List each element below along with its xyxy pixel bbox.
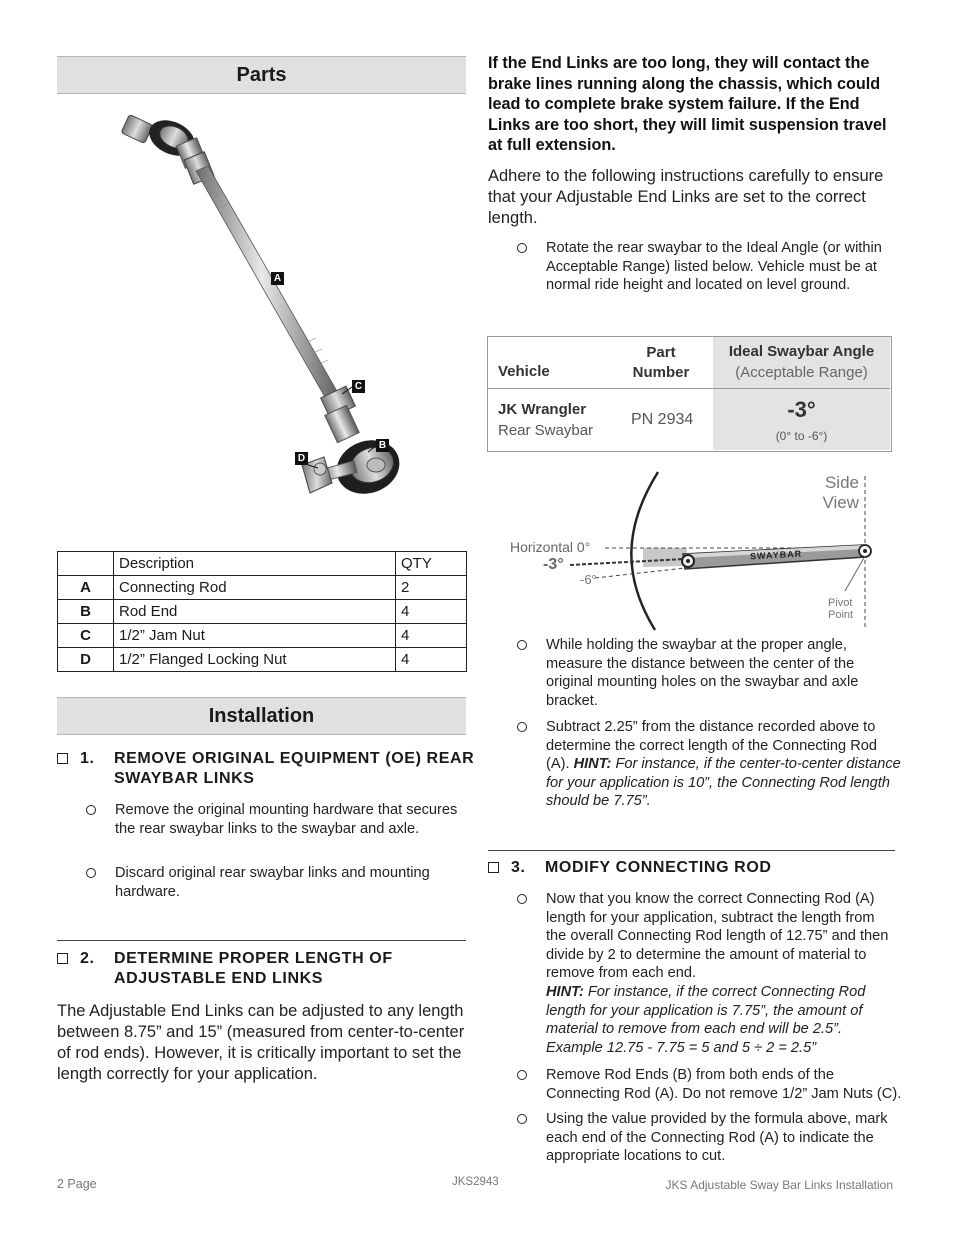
side-view-label: Side View bbox=[822, 473, 859, 512]
acceptable-range: (0° to -6°) bbox=[775, 429, 828, 443]
warning-text: If the End Links are too long, they will contact the brake lines running along the chassis, which could lead to complete brake system failure. If the End Links are too short, they will limit suspension travel at full extension. bbox=[488, 54, 887, 154]
table-row bbox=[58, 600, 467, 624]
step1-number: 1. bbox=[80, 750, 95, 767]
parts-table-header bbox=[58, 552, 467, 576]
row-letter: A bbox=[58, 576, 114, 600]
header-letter bbox=[58, 552, 114, 576]
checkbox-icon[interactable] bbox=[57, 753, 68, 764]
rotate-bullet bbox=[517, 239, 895, 315]
step3-bullet-1 bbox=[517, 890, 897, 1058]
bullet-circle-icon bbox=[517, 640, 527, 650]
step3-bullet-3 bbox=[517, 1110, 902, 1168]
step3-number: 3. bbox=[511, 859, 526, 876]
step3-title: MODIFY CONNECTING ROD bbox=[545, 859, 772, 876]
hint-text: For instance, if the correct Connecting Rod length for your application is 7.75”, the amount of material to remove from each end will be 2.5”. Example 12.75 - 7.75 = 5 and 5 ÷ 2 = 2.5” bbox=[546, 983, 866, 1056]
row-description: Connecting Rod bbox=[114, 576, 396, 600]
footer-doc-title: JKS Adjustable Sway Bar Links Installation bbox=[665, 1178, 893, 1192]
step2-paragraph: The Adjustable End Links can be adjusted to any length between 8.75” and 15” (measured from center-to-center of rod ends). However, it is critically important to set the length correctly for your application. bbox=[57, 1002, 465, 1083]
hint-label: HINT: bbox=[546, 983, 584, 1000]
checkbox-icon[interactable] bbox=[488, 862, 499, 873]
step2-heading bbox=[57, 949, 467, 991]
step1-bullet-1 bbox=[86, 801, 466, 857]
subtract-bullet bbox=[517, 718, 902, 814]
bullet-text: Now that you know the correct Connecting Rod (A) length for your application, subtract the length from the overall Connecting Rod length of 12.75” and then divide by 2 to determine the amount of material to remove from each end. bbox=[546, 891, 889, 982]
minus-6-label: -6° bbox=[580, 572, 597, 587]
col-vehicle-header: Vehicle bbox=[498, 363, 550, 380]
table-row bbox=[58, 576, 467, 600]
row-letter: C bbox=[58, 624, 114, 648]
step1-title: REMOVE ORIGINAL EQUIPMENT (OE) REAR SWAYBAR LINKS bbox=[114, 750, 475, 787]
callout-b: B bbox=[376, 439, 389, 452]
callout-d: D bbox=[295, 452, 308, 465]
ideal-angle: -3° bbox=[787, 397, 816, 422]
row-qty: 4 bbox=[396, 600, 467, 624]
swaybar-label: SWAYBAR bbox=[749, 548, 803, 562]
bullet-circle-icon bbox=[86, 805, 96, 815]
bullet-circle-icon bbox=[517, 894, 527, 904]
bullet-text: Subtract 2.25” from the distance recorded above to determine the correct length of the Connecting Rod (A). bbox=[546, 719, 877, 773]
intro-paragraph: Adhere to the following instructions carefully to ensure that your Adjustable End Links are set to the correct length. bbox=[488, 167, 884, 227]
col-part-header: Part Number bbox=[632, 344, 690, 381]
vehicle-subname: Rear Swaybar bbox=[498, 422, 594, 439]
callout-leader-lines bbox=[300, 380, 380, 480]
hint-label: HINT: bbox=[573, 756, 612, 773]
pivot-point-label: Pivot Point bbox=[828, 597, 854, 621]
bullet-text: Using the value provided by the formula above, mark each end of the Connecting Rod (A) to indicate the appropriate locations to cut. bbox=[546, 1111, 888, 1165]
row-qty: 4 bbox=[396, 624, 467, 648]
header-description: Description bbox=[114, 552, 396, 576]
row-qty: 4 bbox=[396, 648, 467, 672]
step2-title: DETERMINE PROPER LENGTH OF ADJUSTABLE END LINKS bbox=[114, 950, 393, 987]
row-letter: B bbox=[58, 600, 114, 624]
footer-doc-id: JKS2943 bbox=[452, 1176, 499, 1188]
callout-a: A bbox=[271, 272, 284, 285]
installation-section-header bbox=[57, 697, 466, 735]
horizontal-0-label: Horizontal 0° bbox=[510, 539, 591, 555]
connecting-rod bbox=[196, 166, 342, 406]
checkbox-icon[interactable] bbox=[57, 953, 68, 964]
callout-c: C bbox=[352, 380, 365, 393]
bullet-circle-icon bbox=[517, 243, 527, 253]
measure-bullet bbox=[517, 636, 897, 712]
row-letter: D bbox=[58, 648, 114, 672]
table-row bbox=[58, 624, 467, 648]
vehicle-name: JK Wrangler bbox=[498, 401, 587, 418]
step3-divider bbox=[488, 850, 895, 851]
col-angle-subheader: (Acceptable Range) bbox=[735, 364, 868, 381]
parts-title: Parts bbox=[236, 64, 287, 86]
row-description: 1/2” Flanged Locking Nut bbox=[114, 648, 396, 672]
step3-bullet-2 bbox=[517, 1066, 902, 1106]
bullet-circle-icon bbox=[517, 1070, 527, 1080]
footer-page: 2 Page bbox=[57, 1177, 97, 1191]
bullet-circle-icon bbox=[86, 868, 96, 878]
bullet-text: Rotate the rear swaybar to the Ideal Angle (or within Acceptable Range) listed below. Vehicle must be at normal ride height and located on level ground. bbox=[546, 240, 882, 294]
bullet-text: Remove Rod Ends (B) from both ends of the Connecting Rod (A). Do not remove 1/2” Jam Nuts (C). bbox=[546, 1067, 902, 1102]
step3-heading bbox=[488, 858, 895, 880]
step1-bullet-2 bbox=[86, 864, 466, 904]
row-qty: 2 bbox=[396, 576, 467, 600]
bullet-text: Discard original rear swaybar links and mounting hardware. bbox=[115, 865, 430, 900]
parts-section-header bbox=[57, 56, 466, 94]
bullet-text: While holding the swaybar at the proper angle, measure the distance between the center of the original mounting holes on the swaybar and axle bracket. bbox=[546, 637, 859, 709]
header-qty: QTY bbox=[396, 552, 467, 576]
bullet-circle-icon bbox=[517, 1114, 527, 1124]
table-row bbox=[58, 648, 467, 672]
row-description: Rod End bbox=[114, 600, 396, 624]
parts-table bbox=[57, 551, 467, 672]
row-description: 1/2” Jam Nut bbox=[114, 624, 396, 648]
hint-text: For instance, if the center-to-center distance for your application is 10”, the Connecting Rod length should be 7.75”. bbox=[546, 756, 901, 810]
angle-spec-table bbox=[487, 336, 892, 452]
bullet-text: Remove the original mounting hardware that secures the rear swaybar links to the swaybar and axle. bbox=[115, 802, 458, 837]
minus-3-label: -3° bbox=[543, 556, 564, 573]
installation-title: Installation bbox=[208, 705, 315, 727]
step2-divider bbox=[57, 940, 466, 941]
col-angle-header: Ideal Swaybar Angle bbox=[728, 343, 875, 360]
part-number: PN 2934 bbox=[631, 411, 694, 428]
step1-heading bbox=[57, 749, 475, 791]
step2-number: 2. bbox=[80, 950, 95, 967]
bullet-circle-icon bbox=[517, 722, 527, 732]
